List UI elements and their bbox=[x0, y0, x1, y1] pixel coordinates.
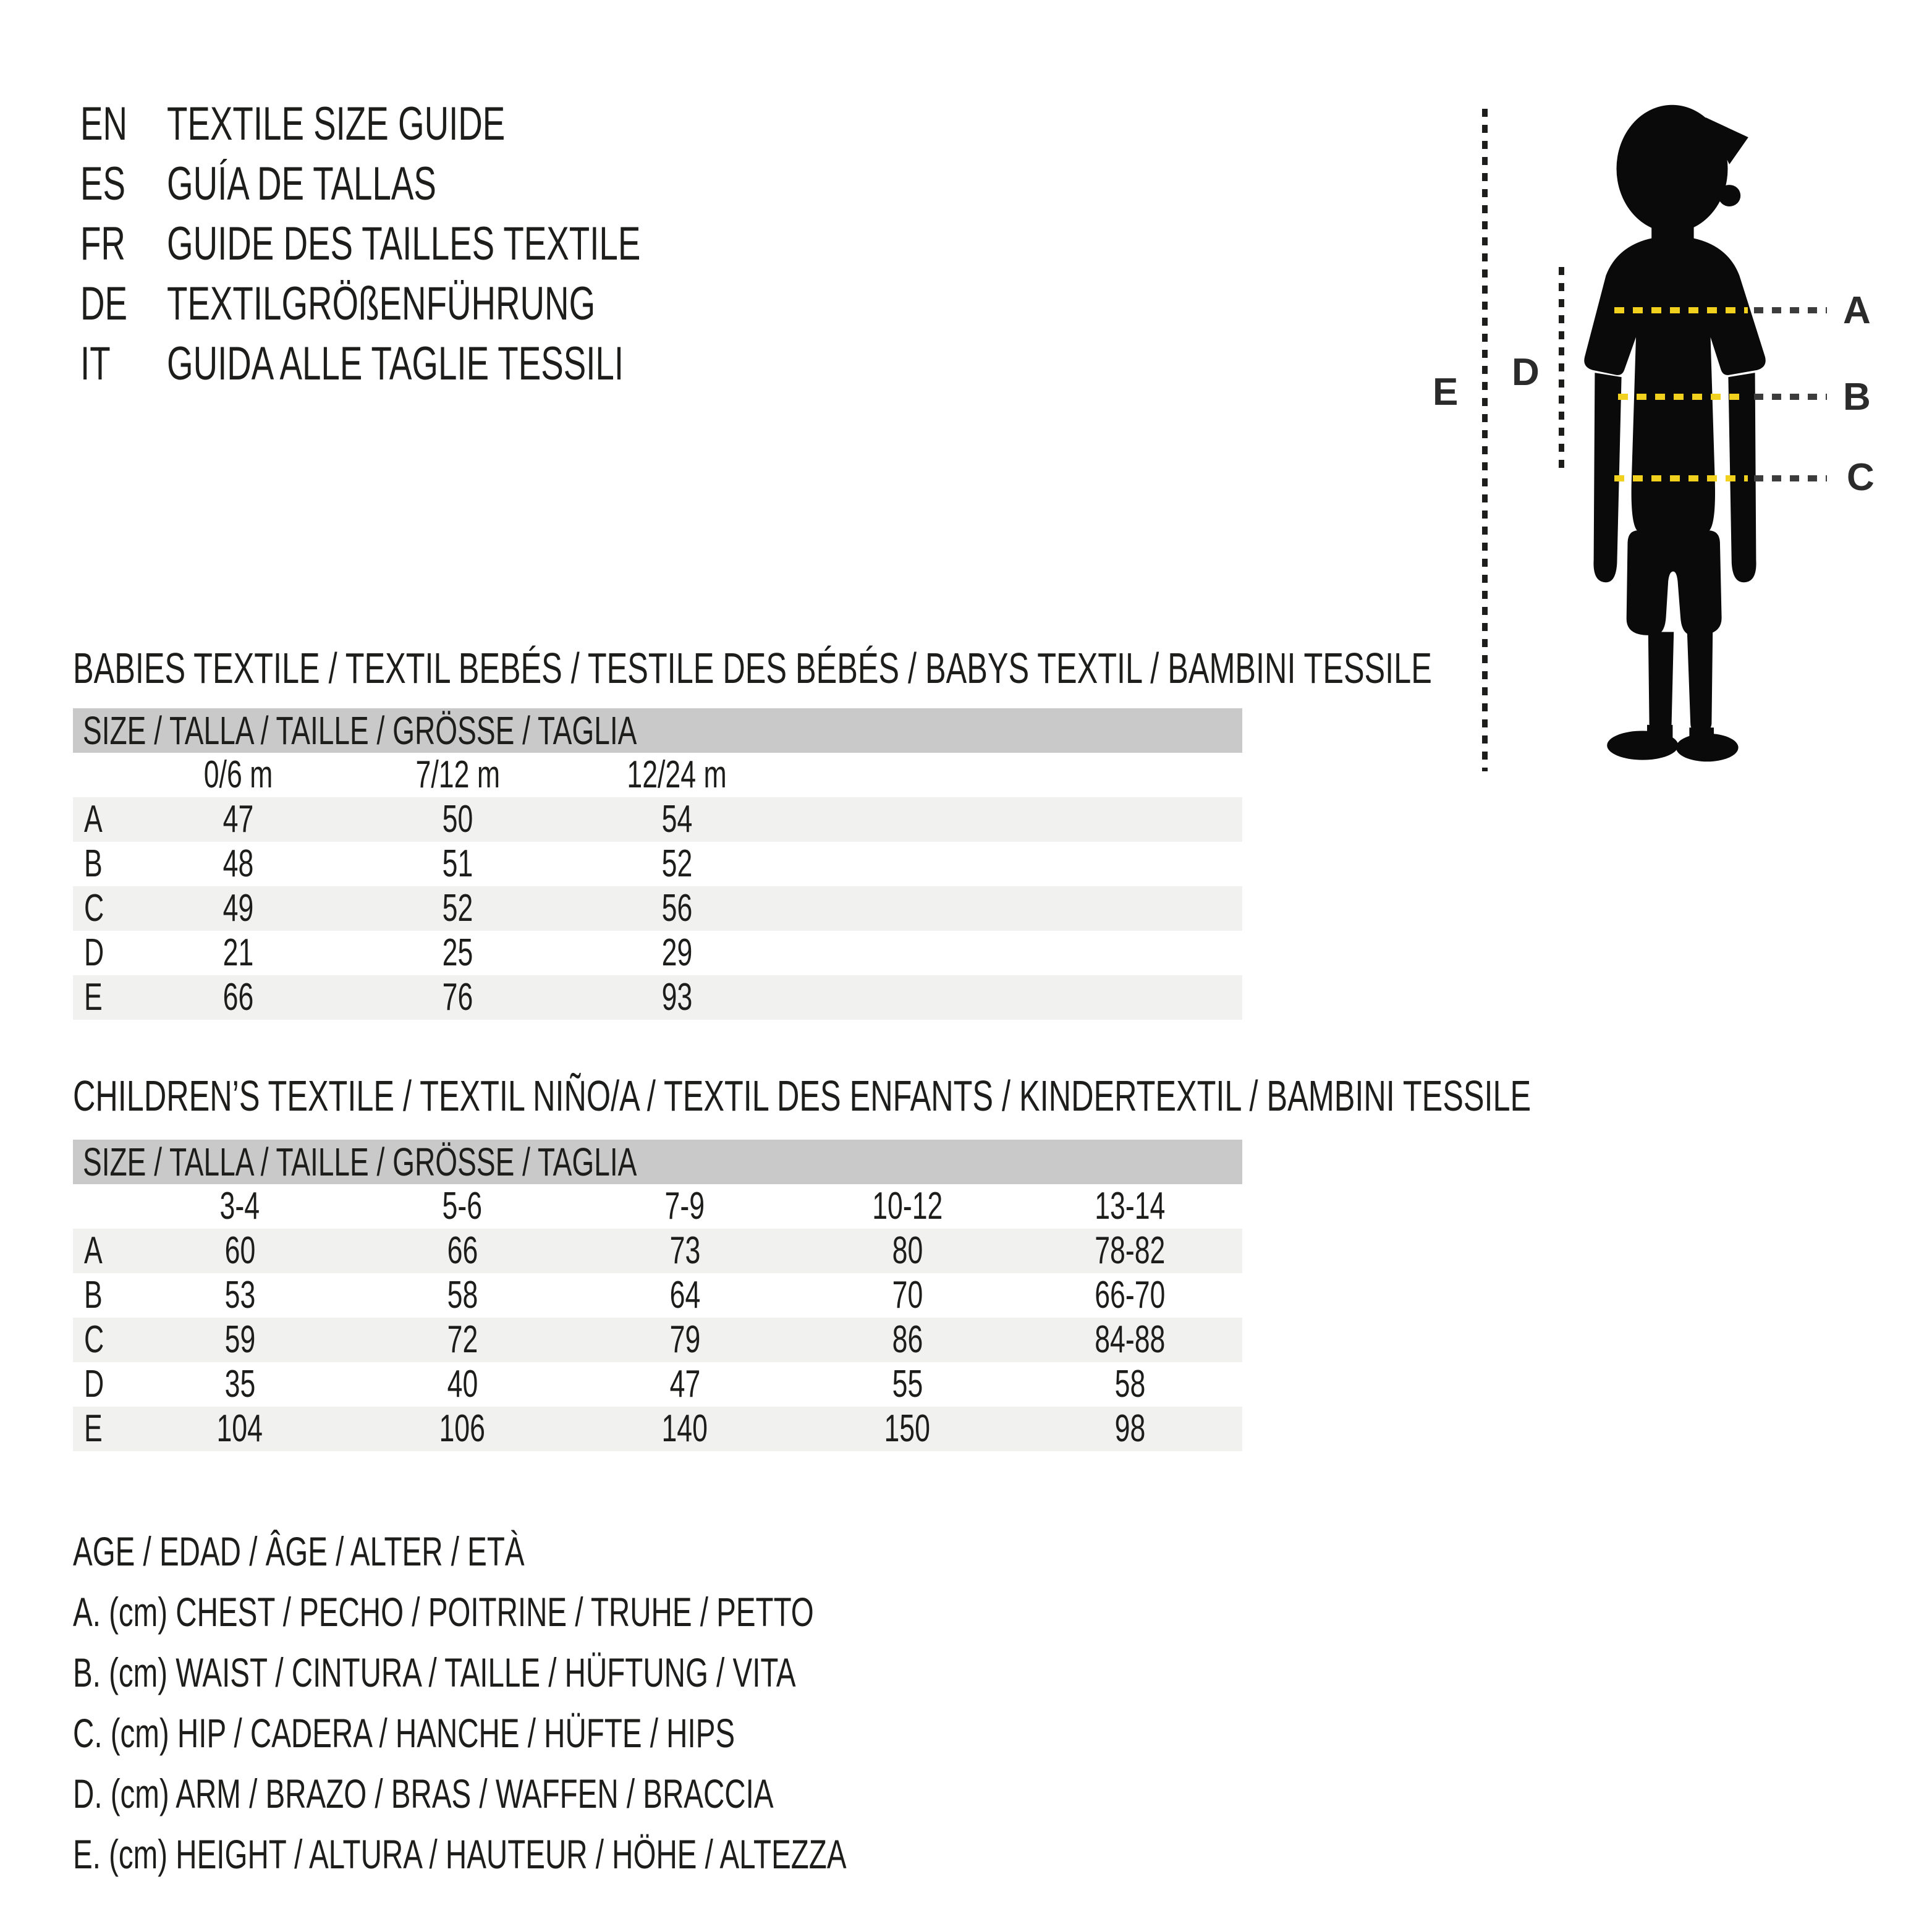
table-row bbox=[73, 1407, 1242, 1451]
cell-value: 106 bbox=[439, 1407, 486, 1450]
column-header: 10-12 bbox=[871, 1185, 943, 1227]
cell-value: 80 bbox=[892, 1229, 923, 1272]
row-label: E bbox=[84, 1407, 103, 1450]
cell-value: 51 bbox=[442, 842, 473, 885]
cell-value: 72 bbox=[447, 1318, 478, 1361]
row-label: A bbox=[84, 798, 103, 841]
cell-value: 76 bbox=[442, 976, 473, 1019]
cell-value: 73 bbox=[669, 1229, 700, 1272]
cell-value: 84-88 bbox=[1094, 1318, 1166, 1361]
row-label: B bbox=[84, 1274, 103, 1316]
babies-section-title: BABIES TEXTILE / TEXTIL BEBÉS / TESTILE DES BÉBÉS / BABYS TEXTIL / BAMBINI TESSILE bbox=[73, 644, 1432, 692]
table-row bbox=[73, 931, 1242, 975]
cell-value: 52 bbox=[661, 842, 693, 885]
measure-label-d: D bbox=[1512, 351, 1540, 394]
legend-item: C. (cm) HIP / CADERA / HANCHE / HÜFTE / HIPS bbox=[73, 1710, 735, 1756]
cell-value: 47 bbox=[669, 1363, 700, 1405]
cell-value: 98 bbox=[1114, 1407, 1145, 1450]
cell-value: 86 bbox=[892, 1318, 923, 1361]
language-title: TEXTILE SIZE GUIDE bbox=[167, 97, 506, 150]
row-label: D bbox=[84, 1363, 104, 1405]
chest-leader-line-a bbox=[1754, 307, 1827, 313]
column-header: 5-6 bbox=[442, 1185, 483, 1227]
babies-table bbox=[73, 708, 1242, 1020]
cell-value: 64 bbox=[669, 1274, 700, 1316]
cell-value: 49 bbox=[222, 887, 254, 930]
language-row bbox=[80, 334, 824, 394]
language-title: TEXTILGRÖßENFÜHRUNG bbox=[167, 277, 596, 330]
legend-item: E. (cm) HEIGHT / ALTURA / HAUTEUR / HÖHE / ALTEZZA bbox=[73, 1831, 847, 1877]
children-column-header-row bbox=[73, 1184, 1242, 1229]
cell-value: 60 bbox=[224, 1229, 255, 1272]
row-label: C bbox=[84, 887, 104, 930]
children-section-title: CHILDREN’S TEXTILE / TEXTIL NIÑO/A / TEXTIL DES ENFANTS / KINDERTEXTIL / BAMBINI TESSILE bbox=[73, 1072, 1532, 1120]
cell-value: 79 bbox=[669, 1318, 700, 1361]
measure-label-c: C bbox=[1847, 456, 1875, 499]
cell-value: 70 bbox=[892, 1274, 923, 1316]
cell-value: 66 bbox=[222, 976, 254, 1019]
table-row bbox=[73, 975, 1242, 1020]
table-row bbox=[73, 1362, 1242, 1407]
cell-value: 56 bbox=[661, 887, 693, 930]
language-code: IT bbox=[80, 337, 111, 390]
cell-value: 25 bbox=[442, 931, 473, 974]
row-label: E bbox=[84, 976, 103, 1019]
table-row bbox=[73, 1229, 1242, 1273]
cell-value: 48 bbox=[222, 842, 254, 885]
waist-leader-line-b bbox=[1754, 394, 1827, 400]
cell-value: 78-82 bbox=[1094, 1229, 1166, 1272]
language-list bbox=[80, 94, 824, 394]
language-row bbox=[80, 214, 824, 274]
cell-value: 58 bbox=[1114, 1363, 1145, 1405]
cell-value: 66-70 bbox=[1094, 1274, 1166, 1316]
table-row bbox=[73, 842, 1242, 886]
cell-value: 55 bbox=[892, 1363, 923, 1405]
legend-age: AGE / EDAD / ÂGE / ALTER / ETÀ bbox=[73, 1528, 525, 1574]
column-header: 7/12 m bbox=[415, 753, 500, 796]
hip-measure-line-c bbox=[1614, 475, 1748, 481]
cell-value: 66 bbox=[447, 1229, 478, 1272]
table-row bbox=[73, 1273, 1242, 1318]
cell-value: 54 bbox=[661, 798, 693, 841]
cell-value: 29 bbox=[661, 931, 693, 974]
cell-value: 59 bbox=[224, 1318, 255, 1361]
cell-value: 52 bbox=[442, 887, 473, 930]
children-table bbox=[73, 1140, 1242, 1451]
cell-value: 40 bbox=[447, 1363, 478, 1405]
language-title: GUÍA DE TALLAS bbox=[167, 157, 436, 210]
babies-column-header-row bbox=[73, 753, 1242, 797]
measure-label-e: E bbox=[1433, 371, 1459, 413]
cell-value: 35 bbox=[224, 1363, 255, 1405]
row-label: B bbox=[84, 842, 103, 885]
cell-value: 140 bbox=[661, 1407, 708, 1450]
table-row bbox=[73, 1318, 1242, 1362]
language-code: FR bbox=[80, 217, 125, 270]
cell-value: 47 bbox=[222, 798, 254, 841]
row-label: A bbox=[84, 1229, 103, 1272]
language-title: GUIDE DES TAILLES TEXTILE bbox=[167, 217, 641, 270]
babies-size-header-bar: SIZE / TALLA / TAILLE / GRÖSSE / TAGLIA bbox=[73, 708, 1242, 753]
cell-value: 53 bbox=[224, 1274, 255, 1316]
cell-value: 21 bbox=[222, 931, 254, 974]
row-label: D bbox=[84, 931, 104, 974]
children-size-header-bar: SIZE / TALLA / TAILLE / GRÖSSE / TAGLIA bbox=[73, 1140, 1242, 1184]
column-header: 7-9 bbox=[664, 1185, 705, 1227]
measure-label-a: A bbox=[1843, 289, 1871, 332]
measure-label-b: B bbox=[1843, 376, 1871, 418]
cell-value: 50 bbox=[442, 798, 473, 841]
language-row bbox=[80, 94, 824, 154]
row-label: C bbox=[84, 1318, 104, 1361]
table-row bbox=[73, 886, 1242, 931]
table-row bbox=[73, 797, 1242, 842]
legend-item: A. (cm) CHEST / PECHO / POITRINE / TRUHE / PETTO bbox=[73, 1589, 814, 1635]
language-code: EN bbox=[80, 97, 128, 150]
cell-value: 104 bbox=[216, 1407, 263, 1450]
column-header: 0/6 m bbox=[203, 753, 273, 796]
language-row bbox=[80, 274, 824, 334]
waist-measure-line-b bbox=[1618, 394, 1745, 400]
chest-measure-line-a bbox=[1614, 307, 1748, 313]
column-header: 3-4 bbox=[219, 1185, 260, 1227]
cell-value: 93 bbox=[661, 976, 693, 1019]
language-code: DE bbox=[80, 277, 128, 330]
column-header: 12/24 m bbox=[627, 753, 727, 796]
language-code: ES bbox=[80, 157, 126, 210]
column-header: 13-14 bbox=[1094, 1185, 1166, 1227]
legend-item: B. (cm) WAIST / CINTURA / TAILLE / HÜFTUNG / VITA bbox=[73, 1650, 796, 1695]
cell-value: 150 bbox=[884, 1407, 931, 1450]
language-title: GUIDA ALLE TAGLIE TESSILI bbox=[167, 337, 624, 390]
cell-value: 58 bbox=[447, 1274, 478, 1316]
legend-item: D. (cm) ARM / BRAZO / BRAS / WAFFEN / BRACCIA bbox=[73, 1771, 774, 1816]
language-row bbox=[80, 154, 824, 214]
hip-leader-line-c bbox=[1754, 475, 1827, 481]
